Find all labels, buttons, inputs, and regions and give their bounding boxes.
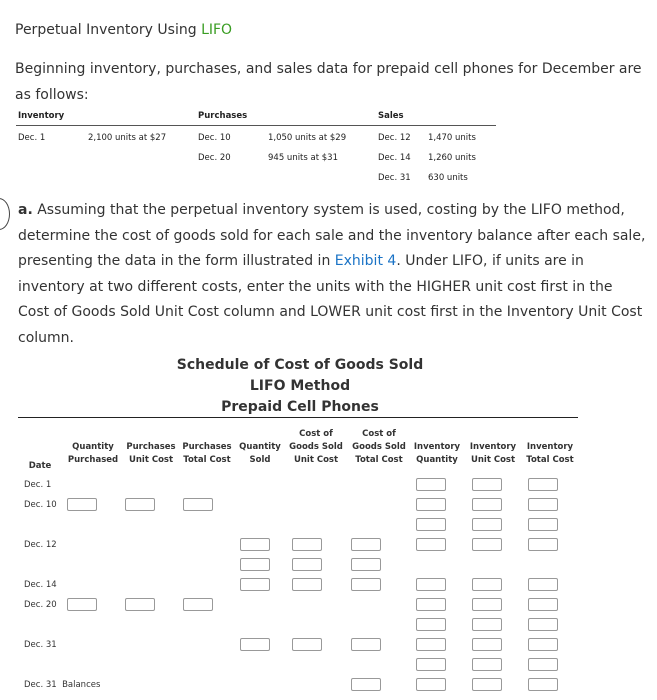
cogs-total-cost-input[interactable]	[351, 578, 381, 591]
inv-qty-input[interactable]	[416, 518, 446, 531]
col-inv-unit-cost: Inventory Unit Cost	[469, 442, 517, 465]
inventory-detail: 2,100 units at $27	[88, 133, 167, 143]
question-label: a.	[18, 202, 33, 218]
col-cogs-unit-cost: Cost of Goods Sold Unit Cost	[289, 429, 343, 465]
col-purch-total-cost: Purchases Total Cost	[182, 442, 232, 465]
cogs-balance-input[interactable]	[351, 678, 381, 691]
inv-unit-cost-input[interactable]	[472, 638, 502, 651]
page-title	[15, 22, 232, 38]
sale-units: 1,470 units	[428, 133, 476, 143]
schedule-title: Schedule of Cost of Goods Sold	[176, 357, 424, 373]
col-inv-qty: Inventory Quantity	[413, 442, 461, 465]
inventory-header: Inventory	[18, 111, 65, 121]
cogs-unit-cost-input[interactable]	[292, 578, 322, 591]
sales-header: Sales	[378, 111, 404, 121]
qty-sold-input[interactable]	[240, 538, 270, 551]
cogs-total-cost-input[interactable]	[351, 558, 381, 571]
sale-date: Dec. 31	[378, 173, 411, 183]
col-qty-sold: Quantity Sold	[239, 442, 281, 465]
inv-qty-input[interactable]	[416, 538, 446, 551]
inv-total-cost-input[interactable]	[528, 538, 558, 551]
inv-unit-cost-input[interactable]	[472, 598, 502, 611]
inv-qty-input[interactable]	[416, 658, 446, 671]
question-body-end: . Under LIFO, if units are in inventory at two different costs, enter the units with the HIGHER unit cost first in the Cost of Goods Sold Unit Cost column and LOWER unit cost first in the Inventory Unit Cost column.	[18, 253, 643, 346]
inv-total-cost-input[interactable]	[528, 518, 558, 531]
table-rule	[16, 125, 496, 126]
row-date-dec20: Dec. 20	[24, 600, 57, 610]
col-date: Date	[28, 461, 52, 471]
row-date-dec10: Dec. 10	[24, 500, 57, 510]
qty-sold-input[interactable]	[240, 558, 270, 571]
row-date-dec14: Dec. 14	[24, 580, 57, 590]
sale-date: Dec. 14	[378, 153, 411, 163]
purchase-detail: 945 units at $31	[268, 153, 338, 163]
sale-units: 1,260 units	[428, 153, 476, 163]
title-text: Perpetual Inventory Using	[15, 22, 202, 38]
inv-total-cost-input[interactable]	[528, 498, 558, 511]
inv-unit-cost-input[interactable]	[472, 618, 502, 631]
cogs-unit-cost-input[interactable]	[292, 558, 322, 571]
row-date-dec1: Dec. 1	[24, 480, 52, 490]
inv-qty-input[interactable]	[416, 578, 446, 591]
inv-unit-cost-input[interactable]	[472, 678, 502, 691]
exhibit-4-link[interactable]: Exhibit 4	[334, 253, 397, 270]
inv-qty-input[interactable]	[416, 478, 446, 491]
inv-total-cost-input[interactable]	[528, 578, 558, 591]
qty-sold-input[interactable]	[240, 578, 270, 591]
sale-date: Dec. 12	[378, 133, 411, 143]
question-body: Assuming that the perpetual inventory system is used, costing by the LIFO method, determine the cost of goods sold for each sale and the inventory balance after each sale, presenting the data in the form illustrated in	[18, 202, 646, 270]
purchase-date: Dec. 10	[198, 133, 231, 143]
qty-sold-input[interactable]	[240, 638, 270, 651]
sale-units: 630 units	[428, 173, 468, 183]
schedule-rule	[18, 417, 578, 418]
inventory-date: Dec. 1	[18, 133, 46, 143]
inventory-data-table	[16, 110, 496, 190]
col-purch-unit-cost: Purchases Unit Cost	[126, 442, 176, 465]
question-marker	[0, 198, 10, 230]
inv-qty-input[interactable]	[416, 498, 446, 511]
inv-qty-input[interactable]	[416, 638, 446, 651]
col-inv-total-cost: Inventory Total Cost	[526, 442, 574, 465]
inv-total-cost-input[interactable]	[528, 658, 558, 671]
qty-purchased-input[interactable]	[67, 498, 97, 511]
purchase-detail: 1,050 units at $29	[268, 133, 347, 143]
purch-total-cost-input[interactable]	[183, 498, 213, 511]
cogs-total-cost-input[interactable]	[351, 638, 381, 651]
inv-qty-input[interactable]	[416, 678, 446, 691]
inv-unit-cost-input[interactable]	[472, 478, 502, 491]
inv-total-cost-input[interactable]	[528, 678, 558, 691]
cogs-unit-cost-input[interactable]	[292, 538, 322, 551]
title-method: LIFO	[201, 22, 233, 38]
row-date-dec31: Dec. 31	[24, 640, 57, 650]
purch-total-cost-input[interactable]	[183, 598, 213, 611]
inv-total-cost-input[interactable]	[528, 618, 558, 631]
intro-text: Beginning inventory, purchases, and sales data for prepaid cell phones for December are as follows:	[15, 61, 642, 103]
inv-unit-cost-input[interactable]	[472, 498, 502, 511]
schedule-method: LIFO Method	[249, 378, 351, 394]
inv-total-cost-input[interactable]	[528, 598, 558, 611]
purchase-date: Dec. 20	[198, 153, 231, 163]
purch-unit-cost-input[interactable]	[125, 498, 155, 511]
inv-unit-cost-input[interactable]	[472, 578, 502, 591]
question-text	[18, 198, 648, 352]
cogs-total-cost-input[interactable]	[351, 538, 381, 551]
row-date-dec12: Dec. 12	[24, 540, 57, 550]
col-cogs-total-cost: Cost of Goods Sold Total Cost	[352, 429, 406, 465]
inv-total-cost-input[interactable]	[528, 478, 558, 491]
schedule-subject: Prepaid Cell Phones	[221, 399, 379, 415]
qty-purchased-input[interactable]	[67, 598, 97, 611]
row-date-balances: Dec. 31 Balances	[24, 680, 101, 690]
inv-unit-cost-input[interactable]	[472, 518, 502, 531]
inv-qty-input[interactable]	[416, 618, 446, 631]
inv-total-cost-input[interactable]	[528, 638, 558, 651]
col-qty-purchased: Quantity Purchased	[67, 442, 119, 465]
inv-qty-input[interactable]	[416, 598, 446, 611]
purch-unit-cost-input[interactable]	[125, 598, 155, 611]
purchases-header: Purchases	[198, 111, 248, 121]
cogs-unit-cost-input[interactable]	[292, 638, 322, 651]
inv-unit-cost-input[interactable]	[472, 658, 502, 671]
inv-unit-cost-input[interactable]	[472, 538, 502, 551]
